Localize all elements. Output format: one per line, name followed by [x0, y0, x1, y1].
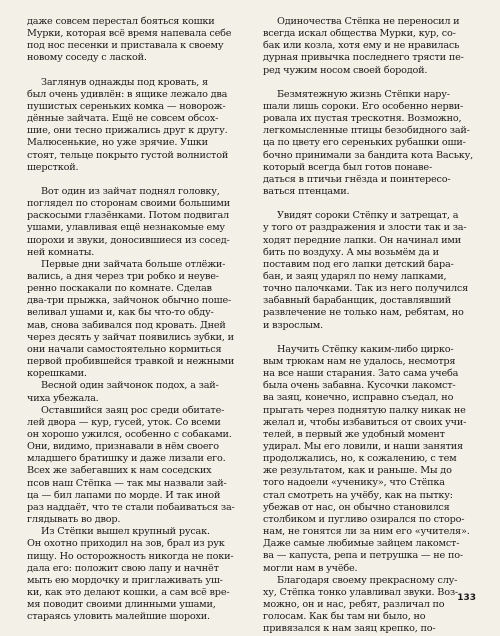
- text-line: Они, видимо, признавали в нём своего: [27, 441, 219, 453]
- text-line: шерсткой.: [27, 161, 79, 173]
- text-line: ред чужим носом своей бородой.: [263, 64, 428, 76]
- text-line: первой пробившейся травкой и нежными: [27, 356, 235, 368]
- text-line: Из Стёпки вышел крупный русак.: [41, 526, 210, 538]
- text-line: Первые дни зайчата больше отлёжи-: [41, 258, 226, 270]
- text-line: они начали самостоятельно кормиться: [27, 343, 222, 355]
- paragraph: [263, 89, 478, 198]
- text-line: ваться птенцами.: [263, 186, 350, 198]
- text-line: через десять у зайчат появились зубки, и: [27, 331, 234, 343]
- text-line: шали лишь сороки. Его особенно нерви-: [263, 100, 464, 112]
- text-line: Благодаря своему прекрасному слу-: [277, 574, 458, 586]
- text-line: забавный барабанщик, доставлявший: [263, 295, 452, 307]
- text-line: столбиком и пугливо озирался по сторо-: [263, 513, 465, 525]
- text-line: у того от раздражения и злости так и за-: [263, 222, 467, 234]
- text-line: могли нам в учёбе.: [263, 562, 358, 574]
- text-line: лей двора — кур, гусей, уток. Со всеми: [27, 416, 221, 428]
- text-line: бак или козла, хотя ему и не нравилась: [263, 40, 460, 52]
- text-line: пушистых сереньких комка — новорож-: [27, 100, 226, 112]
- text-line: даться в птичьи гнёзда и поинтересо-: [263, 173, 451, 185]
- text-line: ки, как это делают кошки, а сам всё вре-: [27, 587, 230, 599]
- paragraph-gap: [27, 65, 242, 77]
- text-line: бить по воздуху. А мы возьмём да и: [263, 246, 439, 258]
- paragraph: [27, 380, 242, 404]
- text-line: Даже самые любимые зайцем лакомст-: [263, 538, 460, 550]
- text-line: стал смотреть на учёбу, как на пытку:: [263, 489, 453, 501]
- paragraph-gap: [263, 198, 478, 210]
- text-line: ца — бил лапами по морде. И так иной: [27, 489, 221, 501]
- right-column: [263, 16, 478, 636]
- text-line: был очень удивлён: в ящике лежало два: [27, 88, 228, 100]
- text-line: того надоели «ученику», что Стёпка: [263, 477, 445, 489]
- text-line: ва — капуста, репа и петрушка — не по-: [263, 550, 463, 562]
- text-line: Безмятежную жизнь Стёпки нару-: [277, 88, 450, 100]
- paragraph: [27, 16, 242, 65]
- text-line: псов наш Стёпка — так мы назвали зай-: [27, 477, 227, 489]
- text-line: корешками.: [27, 368, 87, 380]
- text-line: под нос песенки и приставала к своему: [27, 40, 224, 52]
- text-line: дала его: положит свою лапу и начнёт: [27, 562, 219, 574]
- text-line: Вот один из зайчат поднял головку,: [41, 185, 220, 197]
- text-line: можно, он и нас, ребят, различал по: [263, 599, 445, 611]
- text-line: легкомысленные птицы безобидного зай-: [263, 125, 470, 137]
- text-line: на все наши старания. Зато сама учеба: [263, 368, 459, 380]
- text-line: была очень забавна. Кусочки лакомст-: [263, 380, 456, 392]
- text-line: раскосыми глазёнками. Потом подвигал: [27, 210, 230, 222]
- text-line: Всех же забегавших к нам соседских: [27, 465, 212, 477]
- paragraph: [27, 259, 242, 381]
- text-line: ходят передние лапки. Он начинал ими: [263, 234, 461, 246]
- text-line: ца по цвету его сереньких рубашки оши-: [263, 137, 466, 149]
- paragraph: [263, 344, 478, 575]
- text-line: Он охотно приходил на зов, брал из рук: [27, 538, 225, 550]
- text-line: ва заяц, конечно, исправно съедал, но: [263, 392, 454, 404]
- text-line: удирал. Мы его ловили, и наши занятия: [263, 441, 463, 452]
- text-line: младшего братишку и даже лизали его.: [27, 453, 226, 465]
- text-line: мя поводит своими длинными ушами,: [27, 599, 216, 611]
- text-line: он хорошо ужился, особенно с собаками.: [27, 429, 232, 440]
- text-line: ху, Стёпка тонко улавливал звуки. Воз-: [263, 586, 458, 598]
- text-line: новому соседу с лаской.: [27, 52, 147, 64]
- text-line: ушами, улавливая ещё незнакомые ему: [27, 222, 225, 234]
- text-line: вались, а дня через три робко и неуве-: [27, 270, 219, 282]
- text-line: даже совсем перестал бояться кошки: [27, 16, 215, 27]
- text-line: глядывать во двор.: [27, 514, 121, 526]
- text-line: раз наддаёт, что те стали побаиваться за-: [27, 501, 235, 513]
- text-line: Научить Стёпку каким-либо цирко-: [277, 343, 454, 355]
- text-line: поглядел по сторонам своими большими: [27, 198, 231, 210]
- text-line: Малюсенькие, но уже зрячие. Ушки: [27, 137, 208, 149]
- text-line: ровала их пустая трескотня. Возможно,: [263, 113, 462, 125]
- text-line: ренно поскакали по комнате. Сделав: [27, 283, 212, 295]
- paragraph: [27, 405, 242, 527]
- page-number: 133: [457, 593, 476, 603]
- text-line: точно палочками. Так из него получился: [263, 283, 469, 295]
- text-line: чиха убежала.: [27, 392, 99, 404]
- paragraph: [263, 16, 478, 77]
- text-line: Весной один зайчонок подох, а зай-: [41, 380, 219, 392]
- paragraph-gap: [263, 332, 478, 344]
- text-line: и взрослым.: [263, 319, 324, 331]
- text-line: голосам. Как бы там ни было, но: [263, 611, 426, 623]
- text-line: два-три прыжка, зайчонок обычно поше-: [27, 295, 232, 307]
- text-line: который всегда был готов понаве-: [263, 161, 433, 173]
- text-line: веливал ушами и, как бы что-то обду-: [27, 307, 214, 319]
- paragraph-gap: [27, 174, 242, 186]
- paragraph: [27, 526, 242, 623]
- text-line: шорохи и звуки, доносившиеся из сосед-: [27, 234, 230, 246]
- text-line: шие, они тесно прижались друг к другу.: [27, 125, 228, 137]
- text-line: привязался к нам заяц крепко, по-: [263, 623, 436, 635]
- text-line: дурная привычка последнего трясти пе-: [263, 52, 464, 64]
- text-line: ней комнаты.: [27, 246, 95, 258]
- text-line: бочно принимали за бандита кота Ваську,: [263, 149, 474, 161]
- paragraph: [263, 575, 478, 636]
- text-line: бан, и заяц ударял по нему лапками,: [263, 270, 447, 282]
- text-line: дённые зайчата. Ещё не совсем обсох-: [27, 113, 219, 125]
- text-line: прыгать через поднятую палку никак не: [263, 404, 466, 416]
- text-line: мав, снова забивался под кровать. Дней: [27, 319, 226, 331]
- text-columns: [27, 16, 478, 636]
- left-column: [27, 16, 242, 636]
- text-line: Оставшийся заяц рос среди обитате-: [41, 404, 225, 416]
- paragraph: [263, 210, 478, 332]
- paragraph-gap: [263, 77, 478, 89]
- text-line: убежав от нас, он обычно становился: [263, 501, 450, 513]
- text-line: желал и, чтобы избавиться от своих учи-: [263, 416, 467, 428]
- text-line: поставим под его лапки детский бара-: [263, 258, 454, 270]
- text-line: же результатом, как и раньше. Мы до: [263, 465, 452, 477]
- text-line: Мурки, которая всё время напевала себе: [27, 28, 232, 40]
- text-line: телей, в первый же удобный момент: [263, 428, 445, 440]
- text-line: всегда искал общества Мурки, кур, со-: [263, 28, 456, 40]
- text-line: Одиночества Стёпка не переносил и: [277, 16, 460, 27]
- text-line: развлечение не только нам, ребятам, но: [263, 307, 464, 319]
- text-line: Заглянув однажды под кровать, я: [41, 76, 208, 88]
- paragraph: [27, 186, 242, 259]
- text-line: нам, не гонятся ли за ним его «учителя».: [263, 526, 470, 538]
- text-line: пищу. Но осторожность никогда не поки-: [27, 550, 234, 562]
- text-line: стараясь уловить малейшие шорохи.: [27, 611, 210, 623]
- text-line: Увидят сороки Стёпку и затрещат, а: [277, 210, 459, 222]
- text-line: стоят, тельце покрыто густой волнистой: [27, 149, 229, 161]
- text-line: мыть ею мордочку и приглаживать уш-: [27, 574, 223, 586]
- text-line: вым трюкам нам не удалось, несмотря: [263, 355, 456, 367]
- paragraph: [27, 77, 242, 174]
- text-line: продолжались, но, к сожалению, с тем: [263, 453, 457, 465]
